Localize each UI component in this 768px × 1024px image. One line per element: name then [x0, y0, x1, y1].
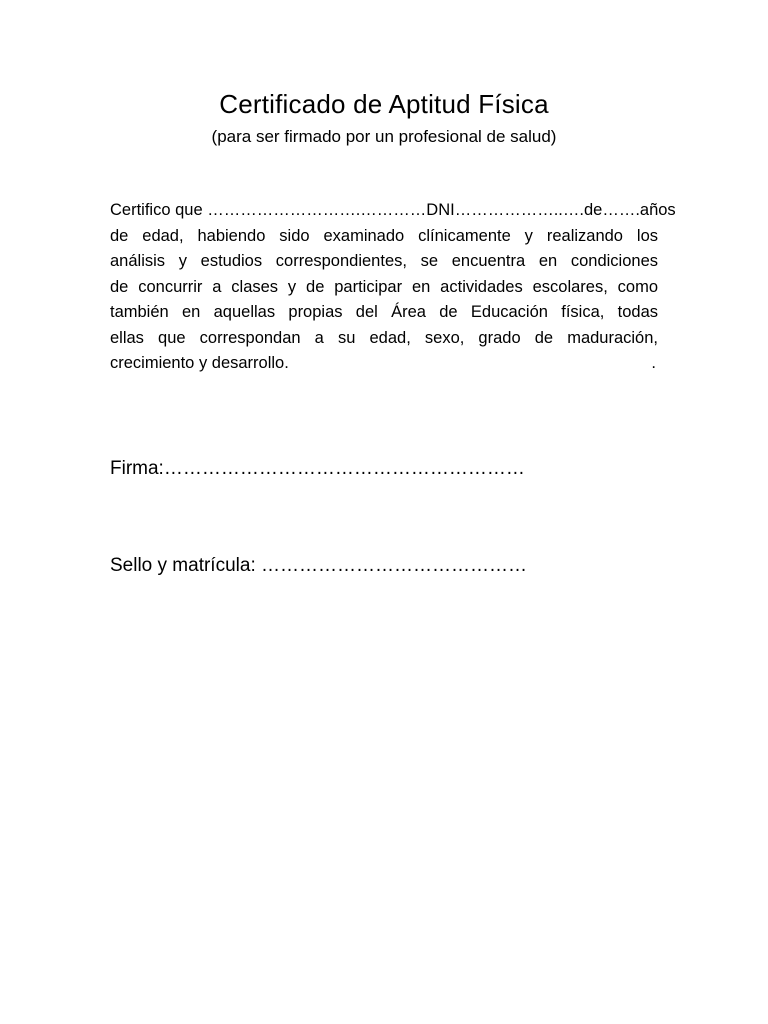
body-line: Certifico que ……………………….…………DNI………………..….de…….años: [110, 201, 676, 219]
document-title: Certificado de Aptitud Física: [219, 89, 549, 119]
body-line: crecimiento y desarrollo.: [110, 354, 289, 372]
body-line: de concurrir a clases y de participar en actividades escolares, como: [110, 277, 658, 296]
body-line: ellas que correspondan a su edad, sexo, grado de maduración,: [110, 328, 658, 347]
stamp-registration-line: Sello y matrícula: ……………………………………: [110, 555, 527, 576]
body-line-last: [110, 351, 658, 377]
trailing-mark: .: [651, 354, 656, 372]
body-line: de edad, habiendo sido examinado clínicamente y realizando los: [110, 226, 658, 245]
body-line: análisis y estudios correspondientes, se encuentra en condiciones: [110, 252, 658, 270]
document-subtitle: (para ser firmado por un profesional de salud): [211, 127, 557, 146]
signature-line: Firma:…………………………………………………: [110, 458, 525, 479]
body-line: también en aquellas propias del Área de Educación física, todas: [110, 303, 658, 321]
certificate-body: [110, 198, 676, 377]
